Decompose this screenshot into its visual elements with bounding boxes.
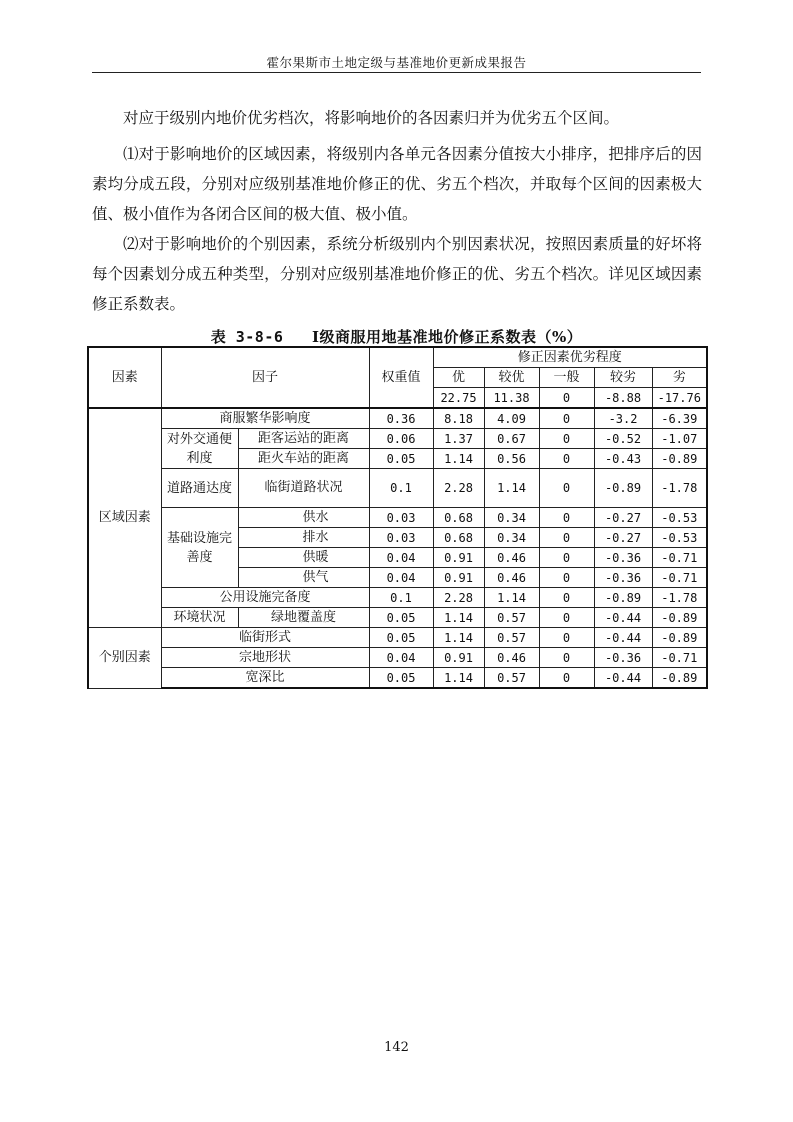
subgroup-environment: 环境状况 xyxy=(161,608,238,628)
value-cell: 0.34 xyxy=(484,508,539,528)
correction-coefficient-table xyxy=(87,346,708,689)
value-cell: 0.57 xyxy=(484,628,539,648)
running-header: 霍尔果斯市土地定级与基准地价更新成果报告 xyxy=(266,55,527,70)
value-cell: -0.52 xyxy=(594,429,652,449)
value-cell: -0.89 xyxy=(594,469,652,508)
header-row-1 xyxy=(88,347,707,368)
header-grade: 较优 xyxy=(484,368,539,388)
header-grade: 一般 xyxy=(539,368,594,388)
value-cell: -0.89 xyxy=(594,588,652,608)
table-row xyxy=(88,668,707,689)
value-cell: -0.27 xyxy=(594,508,652,528)
value-cell: 0.46 xyxy=(484,548,539,568)
value-cell: 0.57 xyxy=(484,608,539,628)
factor-cell: 供暖 xyxy=(238,548,369,568)
weight-cell: 0.1 xyxy=(369,469,433,508)
value-cell: 8.18 xyxy=(433,408,484,429)
value-cell: 1.14 xyxy=(433,628,484,648)
table-row xyxy=(88,628,707,648)
value-cell: 0.91 xyxy=(433,648,484,668)
group-regional: 区域因素 xyxy=(88,408,161,628)
value-cell: 0.68 xyxy=(433,528,484,548)
value-cell: -0.36 xyxy=(594,648,652,668)
value-cell: 0 xyxy=(539,408,594,429)
factor-cell: 距火车站的距离 xyxy=(238,449,369,469)
value-cell: -1.78 xyxy=(652,469,707,508)
value-cell: 0.91 xyxy=(433,568,484,588)
table-row xyxy=(88,608,707,628)
value-cell: -0.71 xyxy=(652,648,707,668)
value-cell: 0.67 xyxy=(484,429,539,449)
value-cell: 2.28 xyxy=(433,469,484,508)
value-cell: 4.09 xyxy=(484,408,539,429)
header-factor: 因子 xyxy=(161,347,369,408)
factor-cell: 公用设施完备度 xyxy=(161,588,369,608)
value-cell: -0.53 xyxy=(652,508,707,528)
factor-cell: 临街道路状况 xyxy=(238,469,369,508)
weight-cell: 0.05 xyxy=(369,449,433,469)
value-cell: -1.78 xyxy=(652,588,707,608)
table-row xyxy=(88,508,707,528)
weight-cell: 0.03 xyxy=(369,528,433,548)
value-cell: 0 xyxy=(539,469,594,508)
subgroup-road: 道路通达度 xyxy=(161,469,238,508)
value-cell: 1.14 xyxy=(484,469,539,508)
factor-cell: 宗地形状 xyxy=(161,648,369,668)
header-total: 11.38 xyxy=(484,388,539,409)
table-row xyxy=(88,408,707,429)
value-cell: 1.14 xyxy=(433,668,484,689)
weight-cell: 0.04 xyxy=(369,548,433,568)
value-cell: 0.46 xyxy=(484,568,539,588)
value-cell: -0.53 xyxy=(652,528,707,548)
value-cell: -0.89 xyxy=(652,628,707,648)
weight-cell: 0.05 xyxy=(369,628,433,648)
weight-cell: 0.05 xyxy=(369,608,433,628)
value-cell: -6.39 xyxy=(652,408,707,429)
header-grade: 较劣 xyxy=(594,368,652,388)
weight-cell: 0.06 xyxy=(369,429,433,449)
value-cell: 0 xyxy=(539,548,594,568)
value-cell: -0.43 xyxy=(594,449,652,469)
table-caption-title: Ⅰ级商服用地基准地价修正系数表（%） xyxy=(312,328,583,346)
paragraph-3: ⑵对于影响地价的个别因素，系统分析级别内个别因素状况，按照因素质量的好坏将每个因素划分成五种类型，分别对应级别基准地价修正的优、劣五个档次。详见区域因素修正系数表。 xyxy=(92,235,702,313)
value-cell: -3.2 xyxy=(594,408,652,429)
value-cell: -0.44 xyxy=(594,628,652,648)
value-cell: 0.91 xyxy=(433,548,484,568)
value-cell: -0.27 xyxy=(594,528,652,548)
header-factor-group: 因素 xyxy=(88,347,161,408)
header-rule xyxy=(92,72,701,73)
header-total: 0 xyxy=(539,388,594,409)
header-grade: 优 xyxy=(433,368,484,388)
weight-cell: 0.1 xyxy=(369,588,433,608)
value-cell: -0.89 xyxy=(652,449,707,469)
value-cell: 0 xyxy=(539,508,594,528)
paragraph-2: ⑴对于影响地价的区域因素，将级别内各单元各因素分值按大小排序，把排序后的因素均分成五段，分别对应级别基准地价修正的优、劣五个档次，并取每个区间的因素极大值、极小值作为各闭合区间的极大值、极小值。 xyxy=(92,145,702,223)
weight-cell: 0.04 xyxy=(369,648,433,668)
value-cell: 1.14 xyxy=(433,608,484,628)
value-cell: 1.37 xyxy=(433,429,484,449)
value-cell: -0.44 xyxy=(594,608,652,628)
value-cell: 0 xyxy=(539,449,594,469)
table-caption xyxy=(92,326,701,347)
value-cell: -0.44 xyxy=(594,668,652,689)
table-row xyxy=(88,429,707,449)
value-cell: 0.68 xyxy=(433,508,484,528)
value-cell: -0.36 xyxy=(594,568,652,588)
value-cell: -0.71 xyxy=(652,548,707,568)
value-cell: 0.56 xyxy=(484,449,539,469)
value-cell: 0 xyxy=(539,608,594,628)
table-row xyxy=(88,648,707,668)
factor-cell: 绿地覆盖度 xyxy=(238,608,369,628)
weight-cell: 0.03 xyxy=(369,508,433,528)
factor-cell: 宽深比 xyxy=(161,668,369,689)
header-total: -17.76 xyxy=(652,388,707,409)
factor-cell: 临街形式 xyxy=(161,628,369,648)
value-cell: 0 xyxy=(539,628,594,648)
subgroup-infrastructure: 基础设施完善度 xyxy=(161,508,238,588)
group-individual: 个别因素 xyxy=(88,628,161,689)
table-caption-number: 表 3-8-6 xyxy=(210,328,284,346)
value-cell: 0 xyxy=(539,648,594,668)
page-number: 142 xyxy=(384,1040,409,1055)
value-cell: -0.71 xyxy=(652,568,707,588)
header-weight: 权重值 xyxy=(369,347,433,408)
value-cell: 1.14 xyxy=(433,449,484,469)
header-grade: 劣 xyxy=(652,368,707,388)
value-cell: 2.28 xyxy=(433,588,484,608)
value-cell: 0 xyxy=(539,668,594,689)
table-row xyxy=(88,588,707,608)
value-cell: 0 xyxy=(539,429,594,449)
table-row xyxy=(88,469,707,508)
header-total: 22.75 xyxy=(433,388,484,409)
header-degree: 修正因素优劣程度 xyxy=(433,347,707,368)
value-cell: 0.46 xyxy=(484,648,539,668)
value-cell: 1.14 xyxy=(484,588,539,608)
factor-cell: 供水 xyxy=(238,508,369,528)
subgroup-transport: 对外交通便利度 xyxy=(161,429,238,469)
weight-cell: 0.05 xyxy=(369,668,433,689)
weight-cell: 0.04 xyxy=(369,568,433,588)
value-cell: 0.57 xyxy=(484,668,539,689)
value-cell: -0.89 xyxy=(652,668,707,689)
value-cell: -0.89 xyxy=(652,608,707,628)
factor-cell: 排水 xyxy=(238,528,369,548)
value-cell: -0.36 xyxy=(594,548,652,568)
paragraph-1: 对应于级别内地价优劣档次，将影响地价的各因素归并为优劣五个区间。 xyxy=(123,109,620,127)
weight-cell: 0.36 xyxy=(369,408,433,429)
factor-cell: 供气 xyxy=(238,568,369,588)
factor-cell: 商服繁华影响度 xyxy=(161,408,369,429)
factor-cell: 距客运站的距离 xyxy=(238,429,369,449)
header-total: -8.88 xyxy=(594,388,652,409)
value-cell: -1.07 xyxy=(652,429,707,449)
value-cell: 0 xyxy=(539,568,594,588)
value-cell: 0.34 xyxy=(484,528,539,548)
value-cell: 0 xyxy=(539,528,594,548)
value-cell: 0 xyxy=(539,588,594,608)
